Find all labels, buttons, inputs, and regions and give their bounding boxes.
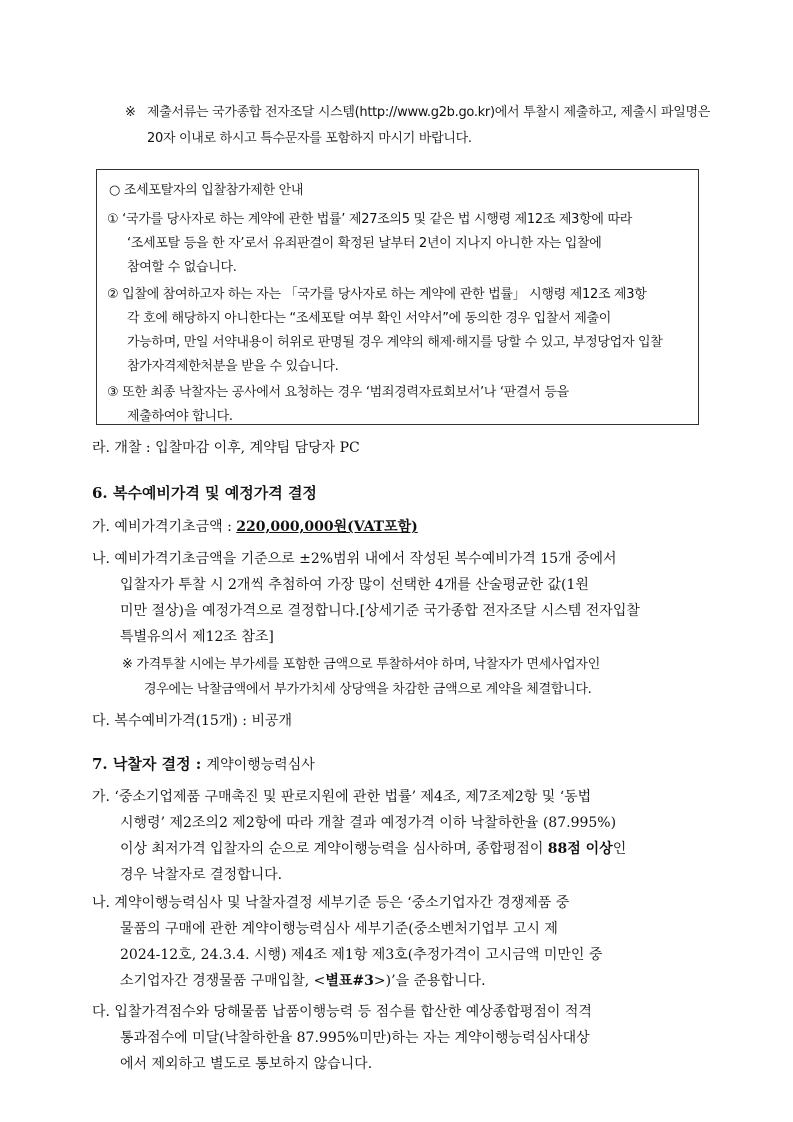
box-item-line: 가능하며, 만일 서약내용이 허위로 판명될 경우 계약의 해제·해지를 당할 수 있고, 부정당업자 입찰: [127, 335, 663, 350]
appendix-ref: 별표#3: [325, 973, 374, 989]
paragraph-line: 나. 예비가격기초금액을 기준으로 ±2%범위 내에서 작성된 복수예비가격 15개 중에서: [92, 551, 617, 567]
notice-line: 제출서류는 국가종합 전자조달 시스템(http://www.g2b.go.kr)에서 투찰시 제출하고, 제출시 파일명은: [147, 105, 711, 120]
paragraph-line: 통과점수에 미달(낙찰하한율 87.995%미만)하는 자는 계약이행능력심사대상: [120, 1030, 590, 1046]
vat-note-line: ※ 가격투찰 시에는 부가세를 포함한 금액으로 투찰하셔야 하며, 낙찰자가 면세사업자인: [122, 657, 600, 672]
text-run: >)’을 준용합니다.: [373, 973, 486, 989]
text-run: 소기업자간 경쟁물품 구매입찰, <: [120, 973, 326, 989]
section-7-title: 7. 낙찰자 결정 :: [92, 755, 207, 773]
section-7-subtitle: 계약이행능력심사: [206, 757, 315, 773]
note-mark: ※: [125, 105, 136, 120]
text-run: 인: [612, 841, 627, 857]
tax-evasion-notice-box: [96, 169, 699, 425]
box-item-line: ① ‘국가를 당사자로 하는 계약에 관한 법률’ 제27조의5 및 같은 법 시행령 제12조 제3항에 따라: [107, 212, 633, 227]
paragraph-line: [120, 970, 486, 990]
base-amount-value: 220,000,000원(VAT포함): [236, 519, 418, 535]
paragraph-line: 특별유의서 제12조 참조]: [120, 629, 274, 645]
base-amount-label: 가. 예비가격기초금액 :: [92, 519, 237, 535]
paragraph-line: 다. 입찰가격점수와 당해물품 납품이행능력 등 점수를 합산한 예상종합평점이 적격: [92, 1004, 592, 1020]
box-item-line: 참여할 수 없습니다.: [127, 260, 237, 275]
text-run: 이상 최저가격 입찰자의 순으로 계약이행능력을 심사하며, 종합평점이: [120, 841, 548, 857]
box-item-line: 참가자격제한처분을 받을 수 있습니다.: [127, 359, 339, 374]
paragraph-line: [120, 838, 626, 858]
paragraph-line: 에서 제외하고 별도로 통보하지 않습니다.: [120, 1056, 373, 1072]
score-threshold: 88점 이상: [547, 841, 613, 857]
box-item-line: 각 호에 해당하지 아니한다는 “조세포탈 여부 확인 서약서”에 동의한 경우 입찰서 제출이: [127, 311, 612, 326]
box-item-line: 제출하여야 합니다.: [127, 409, 233, 424]
notice-line: 20자 이내로 하시고 특수문자를 포함하지 마시기 바랍니다.: [147, 131, 472, 146]
paragraph-line: 나. 계약이행능력심사 및 낙찰자결정 세부기준 등은 ‘중소기업자간 경쟁제품 중: [92, 895, 570, 911]
section-7-heading: [92, 753, 315, 774]
paragraph-line: 2024-12호, 24.3.4. 시행) 제4조 제1항 제3호(추정가격이 고시금액 미만인 중: [120, 947, 603, 963]
box-title: ○ 조세포탈자의 입찰참가제한 안내: [109, 183, 304, 198]
box-item-line: ‘조세포탈 등을 한 자’로서 유죄판결이 확정된 날부터 2년이 지나지 아니한 자는 입찰에: [127, 236, 602, 251]
paragraph-line: 가. ‘중소기업제품 구매촉진 및 판로지원에 관한 법률’ 제4조, 제7조제2항 및 ‘동법: [92, 789, 592, 805]
opening-line: 라. 개찰 : 입찰마감 이후, 계약팀 담당자 PC: [92, 440, 360, 456]
paragraph-line: 미만 절상)을 예정가격으로 결정합니다.[상세기준 국가종합 전자조달 시스템 전자입찰: [120, 603, 640, 619]
box-item-line: ② 입찰에 참여하고자 하는 자는 「국가를 당사자로 하는 계약에 관한 법률」 시행령 제12조 제3항: [107, 287, 647, 302]
paragraph-line: 시행령’ 제2조의2 제2항에 따라 개찰 결과 예정가격 이하 낙찰하한율 (87.995%): [120, 815, 617, 831]
base-amount-line: [92, 516, 418, 536]
reserve-price-line: 다. 복수예비가격(15개) : 비공개: [92, 713, 293, 729]
paragraph-line: 경우 낙찰자로 결정합니다.: [120, 867, 283, 883]
box-item-line: ③ 또한 최종 낙찰자는 공사에서 요청하는 경우 ‘범죄경력자료회보서’나 ‘판결서 등을: [107, 385, 569, 400]
paragraph-line: 물품의 구매에 관한 계약이행능력심사 세부기준(중소벤처기업부 고시 제: [120, 921, 558, 937]
vat-note-line: 경우에는 낙찰금액에서 부가가치세 상당액을 차감한 금액으로 계약을 체결합니다.: [144, 682, 592, 697]
section-6-heading: 6. 복수예비가격 및 예정가격 결정: [92, 484, 317, 502]
paragraph-line: 입찰자가 투찰 시 2개씩 추첨하여 가장 많이 선택한 4개를 산술평균한 값(1원: [120, 577, 589, 593]
